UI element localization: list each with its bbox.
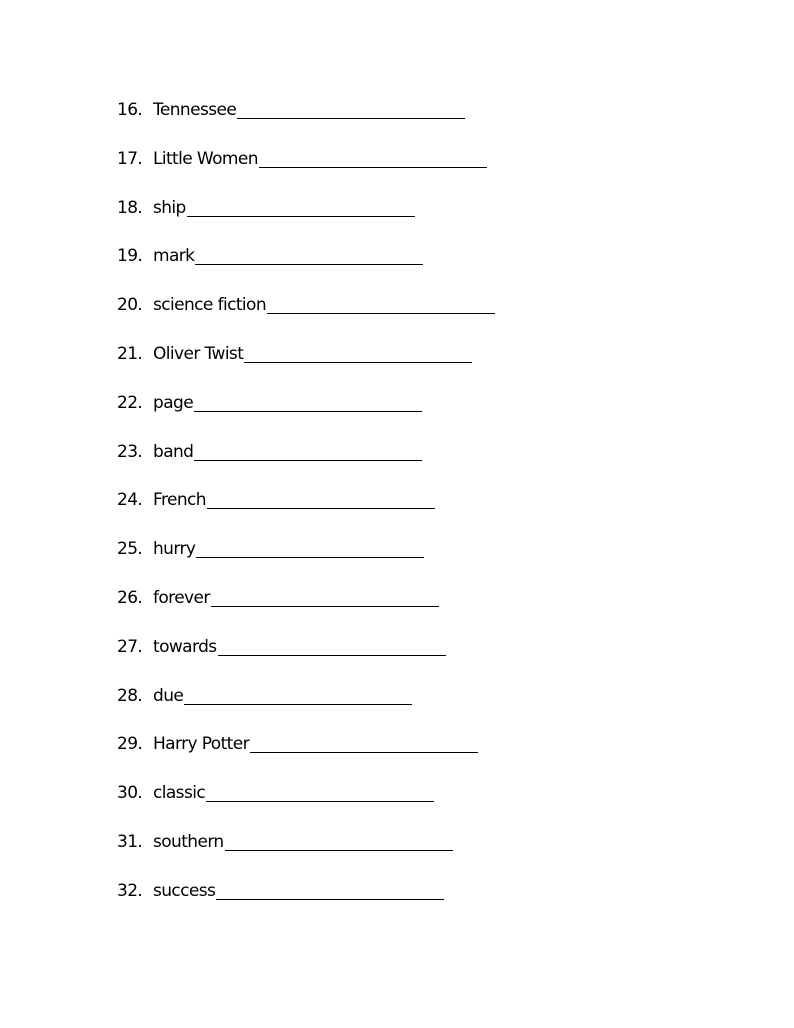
list-item bbox=[117, 732, 495, 781]
item-number: 16. bbox=[117, 100, 143, 120]
item-number: 27. bbox=[117, 636, 143, 657]
item-number: 32. bbox=[117, 880, 143, 901]
item-word: Tennessee bbox=[153, 100, 237, 120]
item-number: 29. bbox=[117, 734, 143, 755]
answer-blank[interactable] bbox=[211, 586, 439, 607]
item-number: 21. bbox=[117, 343, 143, 364]
answer-blank[interactable] bbox=[250, 732, 478, 753]
item-word: French bbox=[153, 490, 206, 511]
answer-blank[interactable] bbox=[244, 342, 472, 363]
item-number: 28. bbox=[117, 685, 143, 706]
item-word: Oliver Twist bbox=[153, 343, 244, 364]
item-number: 24. bbox=[117, 490, 143, 511]
answer-blank[interactable] bbox=[259, 147, 487, 168]
item-number: 31. bbox=[117, 831, 143, 852]
list-item bbox=[117, 98, 495, 147]
item-number: 20. bbox=[117, 295, 143, 316]
item-number: 26. bbox=[117, 587, 143, 608]
item-number: 22. bbox=[117, 392, 143, 413]
answer-blank[interactable] bbox=[194, 391, 422, 412]
item-number: 19. bbox=[117, 246, 143, 267]
item-number: 25. bbox=[117, 539, 143, 560]
item-word: hurry bbox=[153, 539, 196, 560]
answer-blank[interactable] bbox=[225, 830, 453, 851]
list-item bbox=[117, 342, 495, 391]
list-item bbox=[117, 879, 495, 928]
item-word: band bbox=[153, 441, 194, 462]
list-item bbox=[117, 391, 495, 440]
item-word: Little Women bbox=[153, 148, 258, 169]
item-word: due bbox=[153, 685, 184, 706]
list-item bbox=[117, 196, 495, 245]
answer-blank[interactable] bbox=[206, 781, 434, 802]
answer-blank[interactable] bbox=[267, 293, 495, 314]
item-number: 30. bbox=[117, 783, 143, 804]
item-number: 18. bbox=[117, 197, 143, 218]
answer-blank[interactable] bbox=[237, 98, 465, 119]
list-item bbox=[117, 830, 495, 879]
item-word: forever bbox=[153, 587, 210, 608]
item-word: mark bbox=[153, 246, 195, 267]
answer-blank[interactable] bbox=[194, 440, 422, 461]
list-item bbox=[117, 684, 495, 733]
list-item bbox=[117, 147, 495, 196]
item-word: Harry Potter bbox=[153, 734, 249, 755]
list-item bbox=[117, 244, 495, 293]
item-word: success bbox=[153, 880, 216, 901]
item-word: classic bbox=[153, 783, 206, 804]
answer-blank[interactable] bbox=[195, 244, 423, 265]
list-item bbox=[117, 781, 495, 830]
list-item bbox=[117, 635, 495, 684]
list-item bbox=[117, 586, 495, 635]
item-word: towards bbox=[153, 636, 217, 657]
item-word: science fiction bbox=[153, 295, 266, 316]
word-list bbox=[117, 98, 495, 928]
item-word: southern bbox=[153, 831, 224, 852]
answer-blank[interactable] bbox=[207, 488, 435, 509]
item-word: ship bbox=[153, 197, 186, 218]
answer-blank[interactable] bbox=[196, 537, 424, 558]
answer-blank[interactable] bbox=[184, 684, 412, 705]
item-number: 17. bbox=[117, 148, 143, 169]
answer-blank[interactable] bbox=[216, 879, 444, 900]
list-item bbox=[117, 537, 495, 586]
item-number: 23. bbox=[117, 441, 143, 462]
list-item bbox=[117, 488, 495, 537]
list-item bbox=[117, 440, 495, 489]
answer-blank[interactable] bbox=[187, 196, 415, 217]
answer-blank[interactable] bbox=[218, 635, 446, 656]
list-item bbox=[117, 293, 495, 342]
item-word: page bbox=[153, 392, 194, 413]
